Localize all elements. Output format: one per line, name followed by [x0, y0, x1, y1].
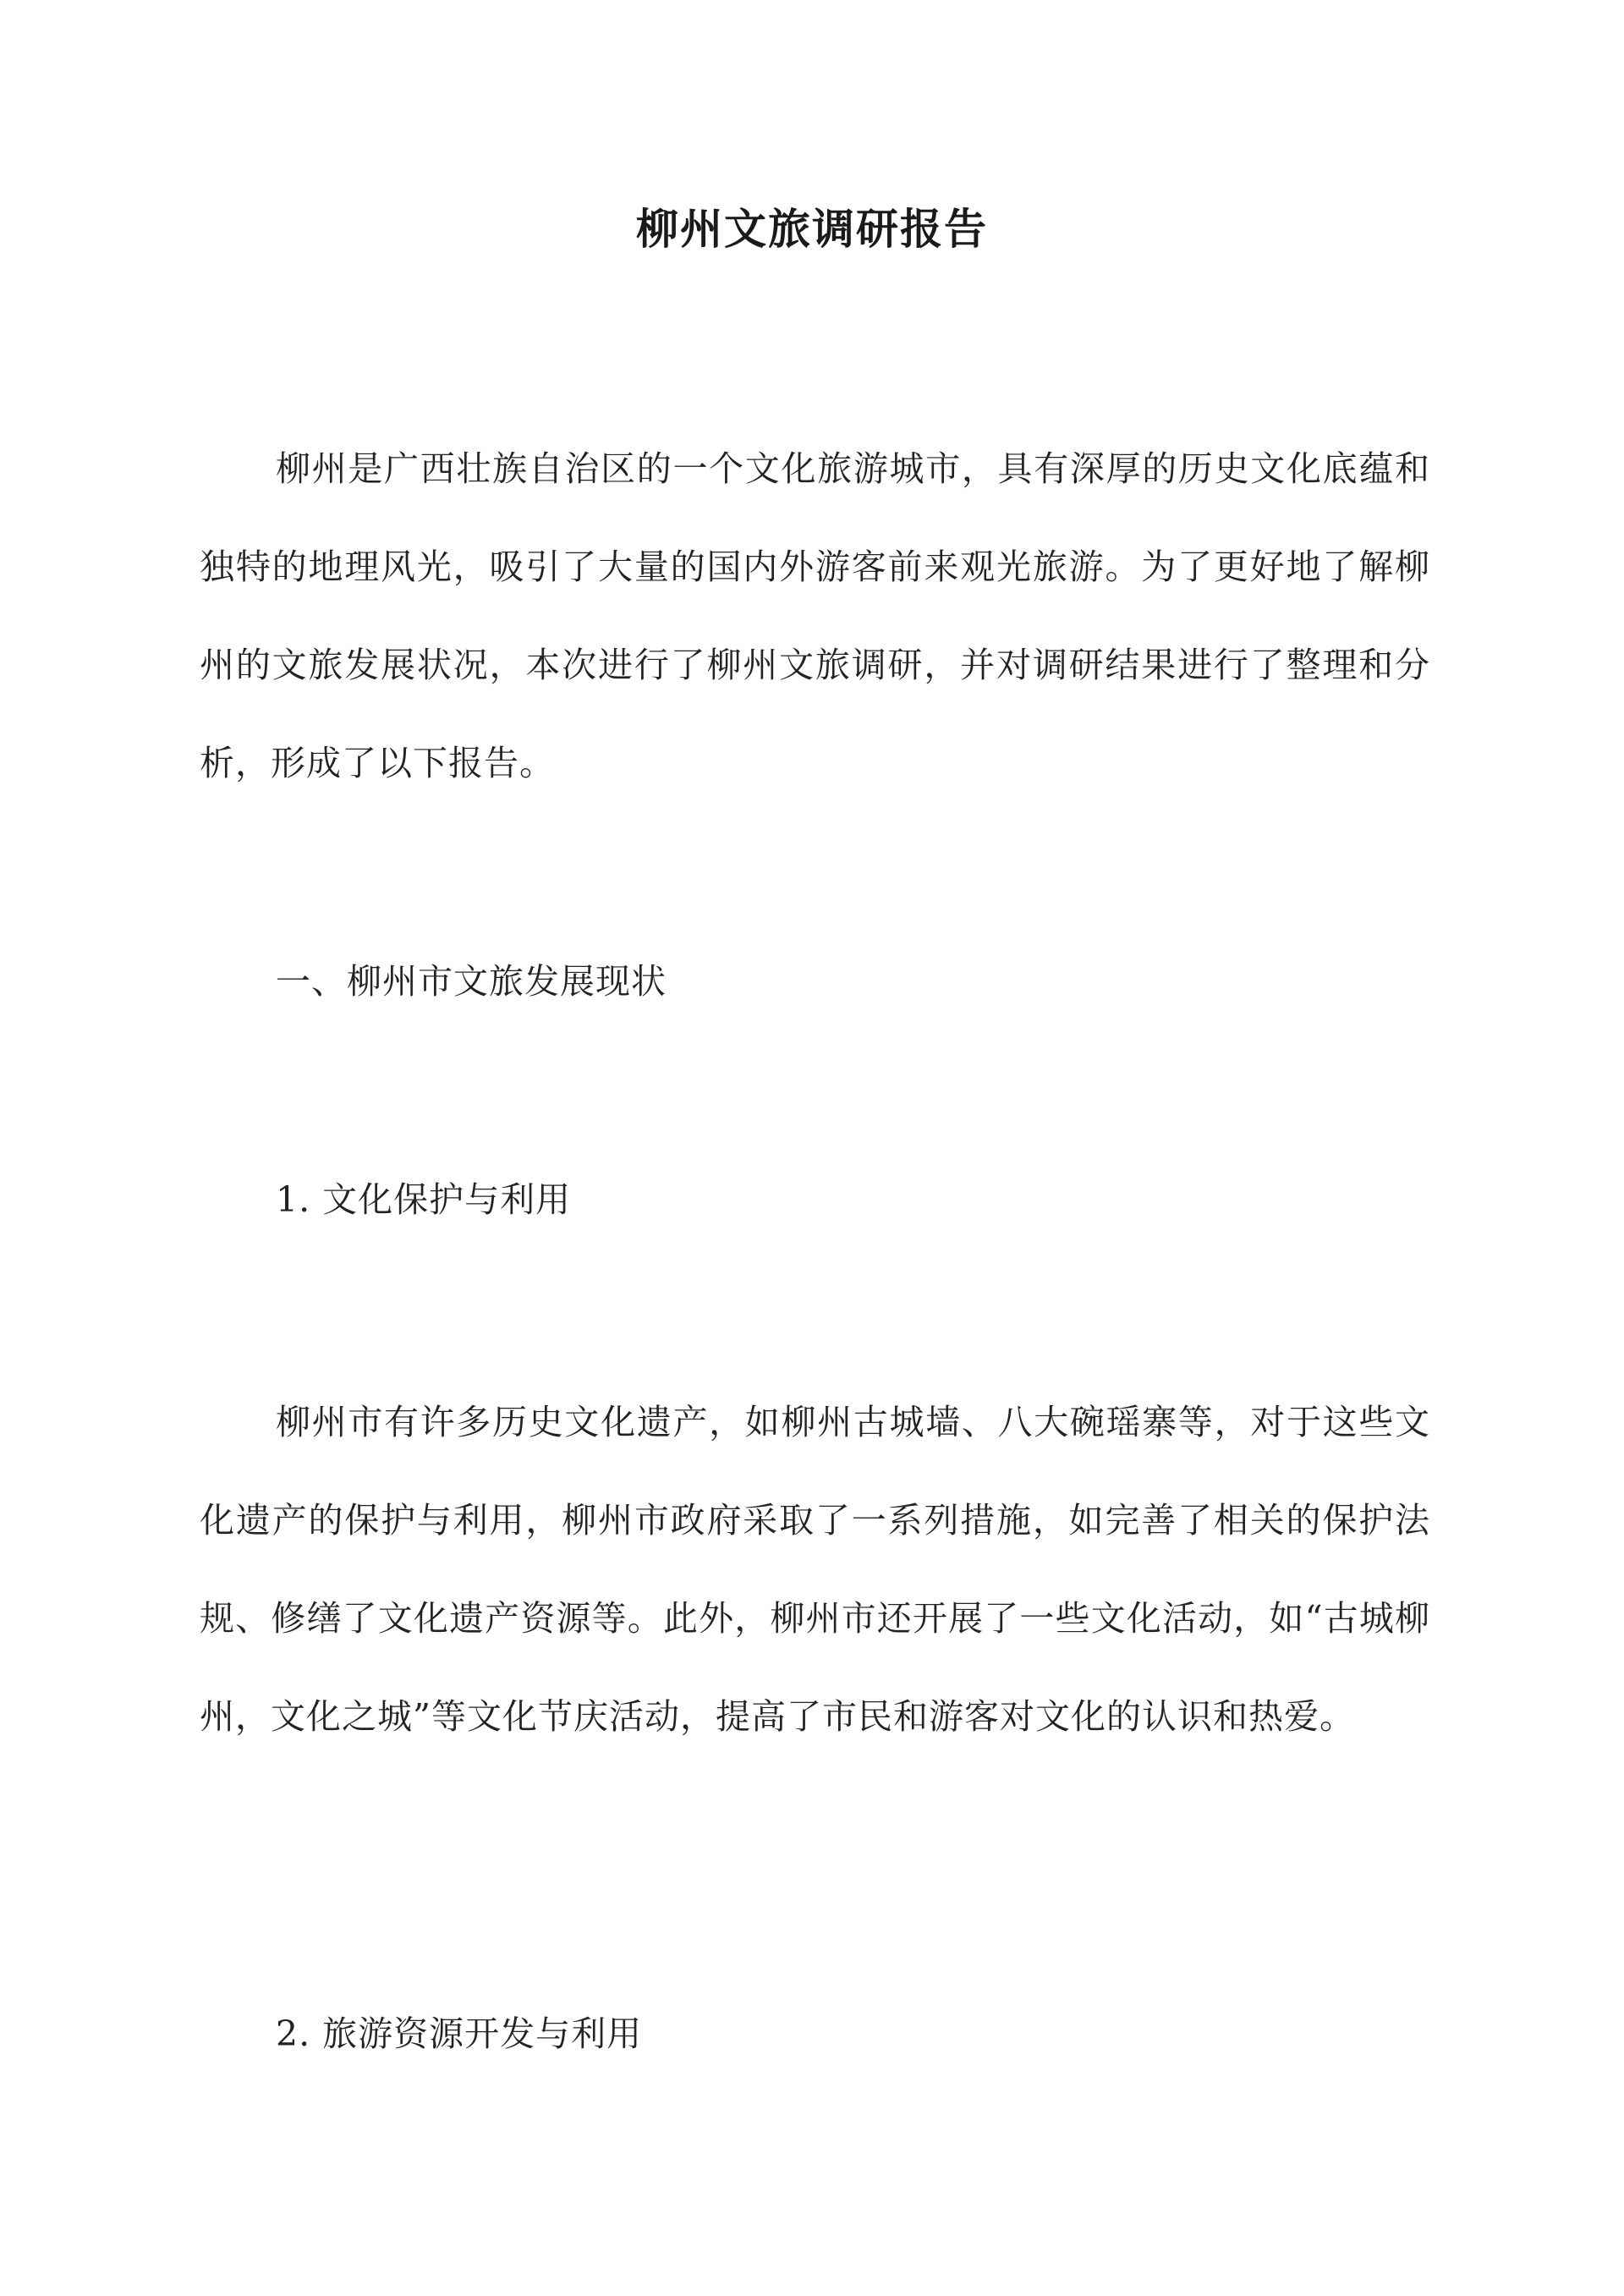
intro-paragraph-block — [200, 420, 1430, 812]
subsection-1-paragraph-block — [200, 1373, 1430, 1766]
subsection-1-paragraph: 柳州市有许多历史文化遗产，如柳州古城墙、八大碗瑶寨等，对于这些文化遗产的保护与利用，柳州市政府采取了一系列措施，如完善了相关的保护法规、修缮了文化遗产资源等。此外，柳州市还开展了一些文化活动，如“古城柳州，文化之城”等文化节庆活动，提高了市民和游客对文化的认识和热爱。 — [200, 1402, 1430, 1737]
subsection-heading-1: 1. 文化保护与利用 — [276, 1179, 572, 1220]
section-heading-1: 一、柳州市文旅发展现状 — [276, 961, 667, 1002]
subsection-heading-2: 2. 旅游资源开发与利用 — [276, 2013, 643, 2054]
intro-paragraph: 柳州是广西壮族自治区的一个文化旅游城市，具有深厚的历史文化底蕴和独特的地理风光，吸引了大量的国内外游客前来观光旅游。为了更好地了解柳州的文旅发展状况，本次进行了柳州文旅调研，并对调研结果进行了整理和分析，形成了以下报告。 — [200, 448, 1430, 783]
document-title: 柳州文旅调研报告 — [636, 204, 988, 254]
